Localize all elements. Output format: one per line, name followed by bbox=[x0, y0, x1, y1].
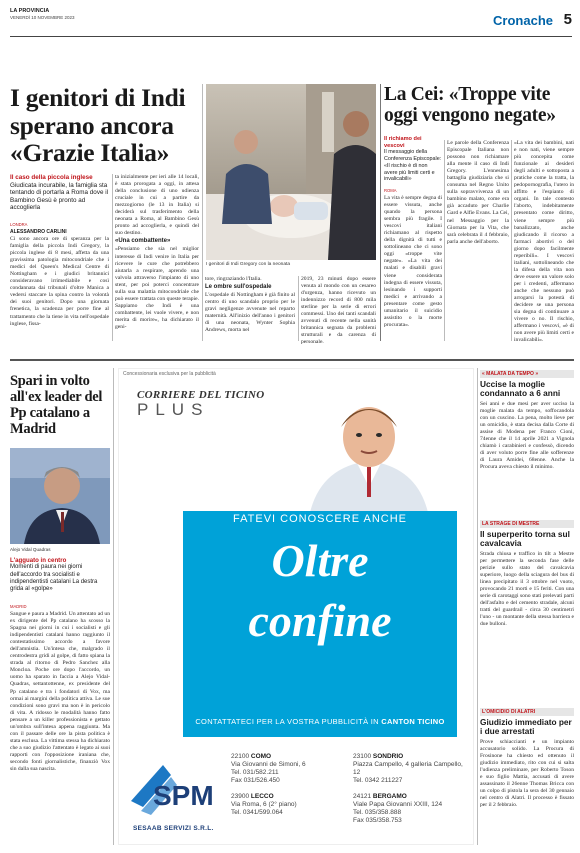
office-bergamo bbox=[353, 793, 471, 825]
summary-label: Il richiamo dei vescovi bbox=[384, 136, 422, 149]
office-address: Via Roma, 6 (2° piano) bbox=[231, 801, 297, 808]
brief-band: LA STRAGE DI MESTRE bbox=[480, 520, 574, 528]
brief-mestre bbox=[480, 520, 574, 707]
column-rule bbox=[380, 84, 381, 341]
office-address: Via Giovanni de Simoni, 6 bbox=[231, 761, 306, 768]
dateline: LONDRA bbox=[10, 222, 28, 227]
page-number: 5 bbox=[563, 11, 572, 28]
article-indi-headline: I genitori di Indi sperano ancora «Grazie Italia» bbox=[10, 83, 186, 167]
article-madrid-headline: Spari in volto all'ex leader del Pp catalano a Madrid bbox=[10, 373, 103, 437]
summary-label: Il caso della piccola inglese bbox=[10, 174, 93, 181]
office-zip: 24121 bbox=[353, 793, 372, 800]
brief-title: Uccise la moglie condannato a 6 anni bbox=[480, 379, 561, 399]
office-city: BERGAMO bbox=[372, 793, 407, 800]
photo-caption: Alejo Vidal Quadras bbox=[10, 547, 51, 552]
issue-date: VENERDÌ 10 NOVEMBRE 2023 bbox=[10, 15, 75, 20]
article-indi-col1: Ci sono ancora ore di speranza per la famiglia della piccola Indi Gregory, la piccola inglese di 8 mesi, affetta da una gravissima patologia mitocondriale che i medici del Queen's Medical Centre di Nottingham e i giudici britannici consideravano irrimediabile e così condannata dai tribunali d'oltre Manica a vedersi staccare la spina contro la volontà dei suoi genitori. Dopo una giornata frenetica, la scadenza per porre fine al trattamento che la tiene in vita nell'ospedale inglese, fissa- bbox=[10, 236, 109, 327]
brief-title: Giudizio immediato per i due arrestati bbox=[480, 717, 572, 737]
article-cei-col3: «La vita dei bambini, nati e non nati, viene sempre più concepita come funzionale ai desideri degli adulti e sottoposta a pratiche come la tratta, la pedopornografia, l'utero in affitto e l'espianto di organi. In tale contesto l'aborto, indebitamente presentato come diritto, viene sempre più banalizzato, anche giudicando il ricorso a farmaci abortivi o del giorno dopo facilmente reperibili». I vescovi italiani, sottolineando che la difesa della vita non deve essere un valore solo per i credenti, affermano anche che nessuno può arrogarsi la potestà di decidere se una persona sia degna di continuare a vivere o no. Il rischio, affermano i vescovi, «è di non avere più limiti certi e invalicabili». bbox=[514, 140, 574, 344]
ad-brand bbox=[137, 389, 265, 419]
ad-brand-name: CORRIERE DEL TICINO bbox=[137, 389, 265, 401]
spm-logo-subtitle: SESAAB SERVIZI S.R.L. bbox=[133, 825, 214, 832]
office-fax: Fax 031/526.450 bbox=[231, 777, 280, 784]
office-sondrio bbox=[353, 753, 463, 785]
article-indi-col2 bbox=[115, 174, 199, 341]
brief-band: « MALATA DA TEMPO » bbox=[480, 370, 574, 378]
brief-modena bbox=[480, 370, 574, 517]
ad-tag: Concessionaria esclusiva per la pubblicità bbox=[123, 371, 216, 377]
ad-contact-line bbox=[183, 717, 457, 726]
ad-slogan-line2: confine bbox=[248, 595, 392, 646]
article-madrid-summary bbox=[10, 557, 110, 593]
office-zip: 23100 bbox=[353, 753, 372, 760]
dateline: ROMA bbox=[384, 188, 397, 193]
advertisement bbox=[118, 368, 474, 845]
column-rule bbox=[444, 140, 445, 341]
brief-text: Prove schiaccianti e un impianto accusatorio solido. La Procura di Frosinone ha chiesto ed ottenuto il giudizio immediato, rito con cui si salta l'udienza preliminare, per Roberto Toson e suo figlio Mattia, accusati di avere assassinato il 26enne Thomas Bricca con un colpo di pistola la sera del 30 gennaio nel centro di Alatri. Il processo è fissato per il 2 febbraio. bbox=[480, 738, 574, 809]
section-title: Cronache bbox=[493, 13, 553, 28]
paragraph: ta inizialmente per ieri alle 14 locali, è stata prorogata a oggi, in attesa della conclusione di uno udienza cruciale in cui a partire da mezzogiorno (le 13 in Italia) si deciderà sul trasferimento della neonata a Roma, al Bambino Gesù pronto ad accoglierla, e quindi del suo destino. bbox=[115, 174, 199, 237]
column-rule bbox=[202, 84, 203, 341]
brief-title: Il superperito torna sul cavalcavia bbox=[480, 529, 570, 549]
summary-text: Il messaggio della Conferenza Episcopale: «Il rischio è di non avere più limiti certi e invalicabili» bbox=[384, 149, 442, 183]
office-city: LECCO bbox=[250, 793, 274, 800]
office-lecco bbox=[231, 793, 341, 817]
masthead bbox=[10, 7, 572, 37]
office-tel: Tel. 035/358.888 bbox=[353, 809, 402, 816]
paragraph: L'ospedale di Nottingham è già finito al centro di uno scandalo proprio per le gravi negligenze avvenute nel reparto maternità. All'inizio dell'anno i genitori di una neonata, Wynter Sophia Andrews, morta nel bbox=[205, 292, 295, 334]
summary-label: L'agguato in centro bbox=[10, 557, 67, 564]
office-como bbox=[231, 753, 341, 785]
paragraph: tore, ringraziando l'Italia. bbox=[205, 276, 262, 282]
article-madrid-body: Sangue e paura a Madrid. Un attentato ad un ex dirigente del Pp catalano ha scosso la Spagna nei giorni in cui i socialisti e gli indipendentisti catalani hanno raggiunto il contestatissimo accordo a favore dell'amnistia. Un'intesa che, malgrado il centrodestra gridi al golpe, di fatto spiana la strada al ritorno di Pedro Sanchez alla Moncloa. Poche ore dopo l'accordo, un uomo ha sparato in faccia a Alejo Vidal-Quadras, settantottenne, ex presidente del Pp catalano e tra i fondatori di Vox, ma ormai ai margini della politica attiva. Le sue condizioni sono gravi ma non è in pericolo di vita. A ridosso le modalità hanno fatto pensare a un killer professionista e gettato un'ombra sull'intesa appena raggiunta. Ma con il passare delle ore la pista politica è stata esclusa. La vittima stessa ha dichiarato che a suo giudizio l'attentato è legato ai suoi rapporti con l'opposizione iraniana che, secondo fonti giornalistiche, finanziò Vox sin dalla sua nascita. bbox=[10, 611, 110, 773]
article-cei-col2: Le parole della Conferenza Episcopale Italiana non possono non richiamare alla mente il caso di Indi Gregory. L'ennesima battaglia giudiziaria che si consuma nel Regno Unito sulla sopravvivenza di un bambino malato, come era già accaduto per Charlie Gard e Alfie Evans. La Cei, nel Messaggio per la Giornata per la Vita, che sarà celebrata il 4 febbraio, parla anche dell'aborto. bbox=[447, 140, 509, 245]
photo-caption: I genitori di Indi Gregory con la neonata bbox=[206, 262, 290, 267]
ad-contact-prefix: CONTATTATECI PER LA VOSTRA PUBBLICITÀ IN bbox=[195, 717, 379, 726]
newspaper-name: LA PROVINCIA bbox=[10, 8, 50, 14]
brief-alatri bbox=[480, 708, 574, 853]
spm-logo-text: SPM bbox=[153, 780, 214, 811]
office-city: COMO bbox=[250, 753, 272, 760]
summary-text: Giudicata incurabile, la famiglia sta tentando di portarla a Roma dove il Bambino Gesù è pronto ad accoglierla bbox=[10, 181, 109, 212]
brief-band: L'OMICIDIO DI ALATRI bbox=[480, 708, 574, 716]
brief-text: Sei anni e due mesi per aver ucciso la moglie malata da tempo, soffocandola con un cuscino. La pena, molto lieve per un omicidio, è stata decisa dalla Corte di assise di Modena per Franco Cioni, 74enne che il 14 aprile 2021 a Vignola chiamò i carabinieri e confessò, dicendo di aver voluto porre fine alle sofferenze di Laura Amidei, 68enne. Anche la Procura aveva chiesto il minimo. bbox=[480, 400, 574, 471]
ad-man-illustration bbox=[269, 397, 469, 517]
ad-slogan-line1: Oltre bbox=[271, 535, 369, 586]
ad-headline: FATEVI CONOSCERE ANCHE bbox=[233, 513, 407, 525]
office-tel: Tel. 031/582.211 bbox=[231, 769, 279, 776]
section-divider bbox=[10, 359, 574, 361]
brief-text: Strada chiusa e traffico in tilt a Mestre per permettere la seconda fase delle perizie sullo stato del cavalcavia superiore, luogo della sciagura del bus di linea precipitato il 3 ottobre nel vuoto, provocando 21 morti e 15 feriti. Con una serie di carotaggi sono stati prelevati parti dell'asfalto e del cemento stradale, alcuni tratti del guardrail - circa 30 centimetri l'uno - un montante della stessa barriera e due bulloni. bbox=[480, 550, 574, 628]
column-rule bbox=[511, 140, 512, 341]
subheading: «Una combattente» bbox=[115, 238, 171, 245]
paragraph: «Pensiamo che sia nel miglior interesse di Indi venire in Italia per ricevere le cure che potrebbero aiutarla a respirare, aprendo una valvola attraverso l'impianto di uno stent, per poi poterci concentrare sulla sua malattia mitocondriale che può essere trattata con queste terapie. Sappiamo che Indi è una combattente, lei vuole vivere, e non merita di morire», ha dichiarato il geni- bbox=[115, 246, 199, 330]
article-indi-col3 bbox=[205, 276, 295, 341]
office-zip: 23900 bbox=[231, 793, 250, 800]
column-rule bbox=[298, 276, 299, 341]
office-zip: 22100 bbox=[231, 753, 250, 760]
office-address: Piazza Campello, 4 galleria Campello, 12 bbox=[353, 761, 463, 776]
article-indi-col4: 2019, 23 minuti dopo essere venuta al mondo con un cesareo d'urgenza, hanno ricevuto un indennizzo record di 800 mila sterline per la serie di errori commessi. Uno dei tanti scandali avvenuti di recente nella sanità britannica segnata da problemi strutturali e da carenza di personale. bbox=[301, 276, 376, 346]
ad-brand-plus: PLUS bbox=[137, 400, 210, 419]
subheading: Le ombre sull'ospedale bbox=[205, 284, 272, 291]
office-city: SONDRIO bbox=[372, 753, 404, 760]
article-indi-summary bbox=[10, 174, 110, 212]
parents-photo bbox=[206, 84, 376, 260]
byline: ALESSANDRO CARLINI bbox=[10, 229, 67, 235]
article-cei-summary bbox=[384, 136, 442, 183]
spm-logo bbox=[127, 755, 213, 823]
article-cei-col1: La vita è sempre degna di essere vissuta, anche quando la persona sembra più fragile. I vescovi italiani richiamano al rispetto della dignità di tutti e sottolineano che ci sono oggi «troppe vite negate». «La vita dei malati e disabili gravi viene considerata indegna di essere vissuta, lesinando i supporti medici e arrivando a presentare come gesto umanitario il suicidio assistito o la morte procurata». bbox=[384, 195, 442, 328]
column-rule bbox=[112, 174, 113, 341]
office-fax: Fax 035/358.753 bbox=[353, 817, 402, 824]
dateline: MADRID bbox=[10, 604, 27, 609]
article-cei-headline: La Cei: «Troppe vite oggi vengono negate» bbox=[384, 84, 556, 126]
ad-contact-region: CANTON TICINO bbox=[381, 717, 445, 726]
summary-text: Momenti di paura nei giorni dell'accordo tra socialisti e indipendentisti catalani La destra grida al «golpe» bbox=[10, 564, 98, 593]
column-rule bbox=[477, 368, 478, 845]
office-address: Viale Papa Giovanni XXIII, 124 bbox=[353, 801, 443, 808]
office-tel: Tel. 0342 211227 bbox=[353, 777, 403, 784]
office-tel: Tel. 0341/599.064 bbox=[231, 809, 283, 816]
vidal-quadras-photo bbox=[10, 448, 110, 544]
column-rule bbox=[113, 368, 114, 845]
